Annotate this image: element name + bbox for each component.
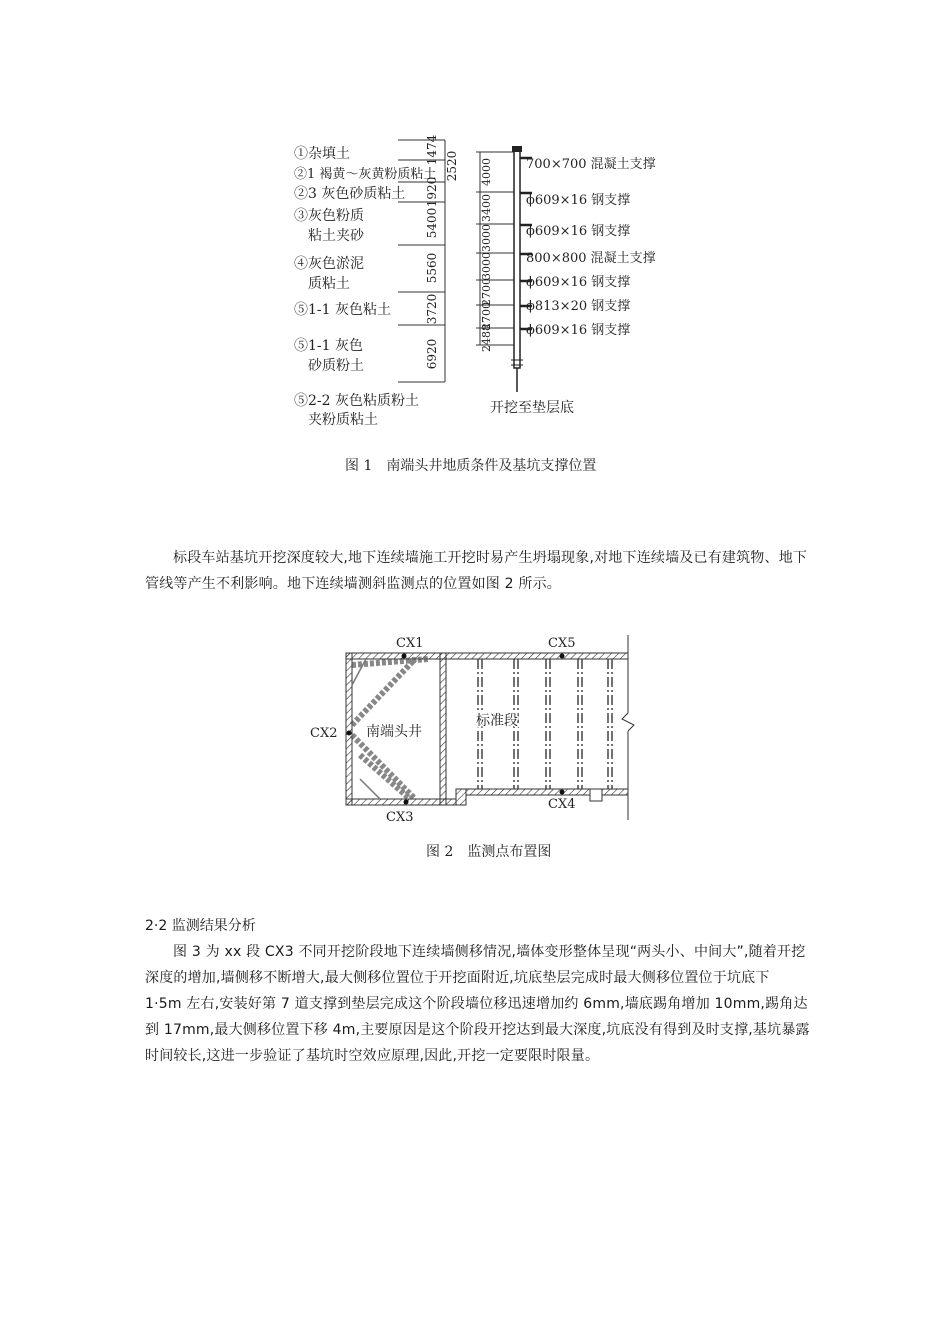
soil-layer-label: ④灰色淤泥 (294, 256, 364, 272)
support-label: 800×800 混凝土支撑 (526, 251, 656, 266)
support-label: ϕ609×16 钢支撑 (526, 275, 631, 290)
diaphragm-wall (511, 146, 523, 392)
support-spacing: 4000 (480, 158, 493, 186)
layer-thickness: 5400 (425, 207, 439, 239)
soil-layer-label: 夹粉质粘土 (308, 412, 378, 428)
section-heading: 2·2 监测结果分析 (145, 918, 256, 934)
cx-label: CX5 (548, 636, 576, 651)
soil-layer-label: ②3 灰色砂质粘土 (294, 186, 406, 202)
monitor-point-cx5 (560, 654, 565, 659)
monitor-point-cx1 (402, 654, 407, 659)
layer-thickness: 5560 (425, 252, 439, 284)
support-label: 700×700 混凝土支撑 (526, 157, 656, 172)
layer-thickness: 3720 (425, 293, 439, 325)
layer-thickness: 2520 (445, 150, 459, 182)
support-spacing: 2488 (480, 324, 493, 352)
soil-layer-label: ⑤1-1 灰色 (294, 338, 363, 354)
soil-layer-label: ②1 褐黄～灰黄粉质粘土 (294, 167, 437, 182)
cx-label: CX2 (310, 726, 338, 741)
support-label: ϕ609×16 钢支撑 (526, 193, 631, 208)
support-spacing: 3000 (480, 224, 493, 252)
cx-label: CX3 (386, 810, 414, 825)
support-spacing: 2700 (480, 302, 493, 330)
monitor-point-cx4 (560, 790, 565, 795)
support-label: ϕ609×16 钢支撑 (526, 224, 631, 239)
soil-layer-label: ⑤1-1 灰色粘土 (294, 302, 391, 318)
support-label: ϕ813×20 钢支撑 (526, 299, 631, 314)
cx-label: CX1 (396, 636, 424, 651)
soil-layer-label: 砂质粉土 (308, 358, 364, 374)
cx-label: CX4 (548, 797, 576, 812)
paragraph-2: 图 3 为 xx 段 CX3 不同开挖阶段地下连续墙侧移情况,墙体变形整体呈现“两头小、中间大”,随着开挖深度的增加,墙侧移不断增大,最大侧移位置位于开挖面附近,坑底垫层完成时最大侧移位置位于坑底下 1·5m 左右,安装好第 7 道支撑到垫层完成这个阶段墙位移迅速增加约 6mm,墙底踢角增加 10mm,踢角达到 17mm,最大侧移位置下移 4m,主要原因是这个阶段开挖达到最大深度,坑底没有得到及时支撑,基坑暴露时间较长,这进一步验证了基坑时空效应原理,因此,开挖一定要限时限量。 (145, 944, 810, 1064)
figure-1-drawing (280, 120, 700, 500)
layer-thickness: 1920 (425, 176, 439, 208)
figure-1-caption: 图 1 南端头井地质条件及基坑支撑位置 (345, 458, 597, 474)
layer-thickness: 1474 (425, 134, 439, 166)
figure-2-caption: 图 2 监测点布置图 (426, 844, 552, 860)
figure-1 (280, 120, 700, 500)
paragraph-1: 标段车站基坑开挖深度较大,地下连续墙施工开挖时易产生坍塌现象,对地下连续墙及已有建筑物、地下管线等产生不利影响。地下连续墙测斜监测点的位置如图 2 所示。 (145, 550, 808, 592)
soil-layer-label: ③灰色粉质 (294, 208, 364, 224)
monitor-point-cx3 (404, 800, 409, 805)
support-label: ϕ609×16 钢支撑 (526, 323, 631, 338)
layer-thickness: 6920 (425, 338, 439, 370)
monitor-point-cx2 (347, 731, 352, 736)
zone-label-standard: 标准段 (476, 713, 518, 729)
support-spacing: 3000 (480, 252, 493, 280)
support-spacing: 3400 (480, 194, 493, 222)
support-spacing: 2700 (480, 278, 493, 306)
zone-label-south-well: 南端头井 (366, 724, 422, 740)
soil-layer-label: 质粘土 (308, 276, 350, 292)
soil-layer-label: 粘土夹砂 (308, 228, 364, 244)
figure-2 (300, 625, 660, 870)
soil-layer-label: ⑤2-2 灰色粘质粉土 (294, 393, 419, 409)
soil-layer-label: ①杂填土 (294, 146, 350, 162)
figure-2-drawing (300, 625, 660, 870)
excavation-bottom-label: 开挖至垫层底 (490, 400, 574, 416)
